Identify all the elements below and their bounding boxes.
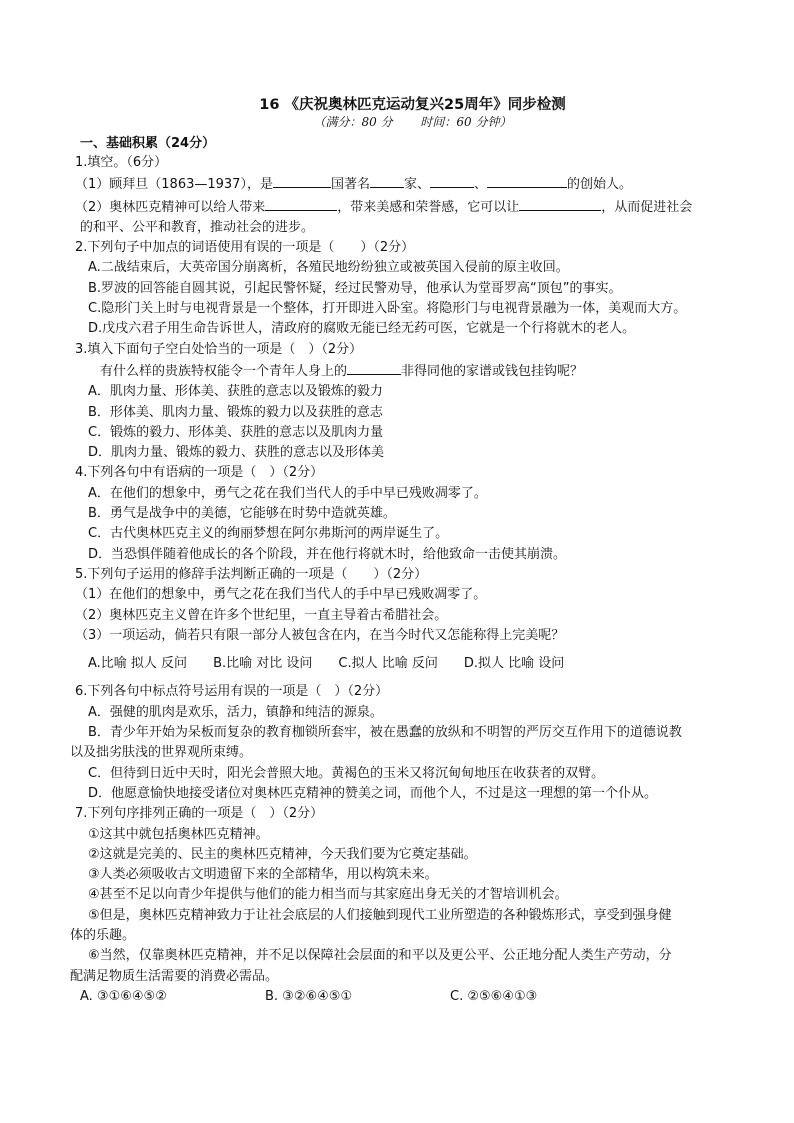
sentence-6-continued: 配满足物质生活需要的消费必需品。 — [70, 968, 279, 984]
page-subtitle — [95, 114, 730, 130]
option-a[interactable]: A．在他们的想象中，勇气之花在我们当代人的手中早已残败凋零了。 — [88, 485, 487, 501]
sentence-2: ②这就是完美的、民主的奥林匹克精神，今天我们要为它奠定基础。 — [88, 846, 477, 862]
blank[interactable] — [273, 173, 331, 188]
sentence-3: ③人类必须吸收古文明遗留下来的全部精华，用以构筑未来。 — [88, 867, 438, 883]
page-title: 16 《庆祝奥林匹克运动复兴25周年》同步检测 — [259, 97, 566, 113]
option-b[interactable]: B. ③②⑥④⑤① — [265, 988, 353, 1004]
question-6-heading: 6.下列各句中标点符号运用有误的一项是（ ）（2分） — [75, 684, 389, 700]
question-1-line-1: （1）顾拜旦（1863—1937），是 国著名 家、 、 的创始人。 — [75, 173, 730, 195]
question-5-options — [70, 654, 730, 674]
option-d[interactable]: D．肌肉力量、锻炼的毅力、获胜的意志以及形体美 — [88, 445, 385, 461]
blank[interactable] — [519, 196, 601, 211]
option-b[interactable]: B．勇气是战争中的美德，它能够在时势中造就英雄。 — [88, 506, 396, 522]
option-d[interactable]: D.拟人 比喻 设问 — [463, 656, 565, 672]
question-1-line-3: 的和平、公平和教育，推动社会的进步。 — [80, 219, 315, 235]
question-5-sentence-1: （1）在他们的想象中，勇气之花在我们当代人的手中早已残败凋零了。 — [75, 587, 487, 603]
question-5-heading: 5.下列句子运用的修辞手法判断正确的一项是（ ）（2分） — [75, 566, 428, 582]
full-score: （满分：80 分 — [313, 115, 393, 129]
question-4-heading: 4.下列各句中有语病的一项是（ ）（2分） — [75, 465, 324, 481]
question-7-options — [70, 987, 730, 1007]
option-c[interactable]: C.拟人 比喻 反问 — [338, 656, 438, 672]
sentence-5-continued: 体的乐趣。 — [70, 927, 136, 943]
sentence-4: ④甚至不足以向青少年提供与他们的能力相当而与其家庭出身无关的才智培训机会。 — [88, 887, 568, 903]
section-heading: 一、基础积累（24分） — [80, 136, 216, 151]
question-3-stem: 有什么样的贵族特权能令一个青年人身上的 非得同他的家谱或钱包挂钩呢？ — [70, 360, 730, 382]
option-b[interactable]: B．青少年开始为呆板而复杂的教育枷锁所套牢，被在愚蠢的放纵和不明智的严厉交互作用下的道德说教 — [88, 725, 682, 741]
option-c[interactable]: C.隐形门关上时与电视背景是一个整体，打开即进入卧室。将隐形门与电视背景融为一体，美观而大方。 — [88, 301, 687, 317]
blank[interactable] — [347, 360, 401, 375]
option-a[interactable]: A．强健的肌肉是欢乐，活力，镇静和纯洁的源泉。 — [88, 704, 383, 720]
question-3-heading: 3.填入下面句子空白处恰当的一项是（ ）（2分） — [75, 341, 363, 357]
option-a[interactable]: A. ③①⑥④⑤② — [80, 988, 167, 1004]
option-a[interactable]: A．肌肉力量、形体美、获胜的意志以及锻炼的毅力 — [88, 384, 383, 400]
question-5-sentence-2: （2）奥林匹克主义曾在许多个世纪里，一直主导着古希腊社会。 — [75, 607, 448, 623]
option-c[interactable]: C. ②⑤⑥④①③ — [450, 988, 538, 1004]
option-a[interactable]: A.比喻 拟人 反问 — [88, 656, 188, 672]
blank[interactable] — [370, 173, 404, 188]
blank[interactable] — [430, 173, 474, 188]
option-c[interactable]: C．锻炼的毅力、形体美、获胜的意志以及肌肉力量 — [88, 424, 384, 440]
option-d[interactable]: D．他愿意愉快地接受诸位对奥林匹克精神的赞美之词，而他个人，不过是这一理想的第一个仆从。 — [88, 785, 658, 801]
option-a[interactable]: A.二战结束后，大英帝国分崩离析，各殖民地纷纷独立或被英国入侵前的原主收回。 — [88, 260, 569, 276]
option-b-continued: 以及拙劣肤浅的世界观所束缚。 — [70, 745, 253, 761]
option-c[interactable]: C．但待到日近中天时，阳光会普照大地。黄褐色的玉米又将沉甸甸地压在收获者的双臂。 — [88, 765, 605, 781]
sentence-5: ⑤但是，奥林匹克精神致力于让社会底层的人们接触到现代工业所塑造的各种锻炼形式，享受到强身健 — [88, 907, 672, 923]
option-c[interactable]: C．古代奥林匹克主义的绚丽梦想在阿尔弗斯河的两岸诞生了。 — [88, 526, 449, 542]
option-d[interactable]: D.戊戌六君子用生命告诉世人，清政府的腐败无能已经无药可医，它就是一个行将就木的老人。 — [88, 321, 636, 337]
sentence-1: ①这其中就包括奥林匹克精神。 — [88, 826, 269, 842]
question-1-heading: 1.填空。（6分） — [75, 155, 168, 170]
option-b[interactable]: B.比喻 对比 设问 — [213, 656, 313, 672]
question-7-heading: 7.下列句序排列正确的一项是（ ）（2分） — [75, 806, 324, 822]
sentence-6: ⑥当然，仅靠奥林匹克精神，并不足以保障社会层面的和平以及更公平、公正地分配人类生产劳动，分 — [88, 948, 672, 964]
question-2-heading: 2.下列句子中加点的词语使用有误的一项是（ ）（2分） — [75, 240, 415, 256]
option-b[interactable]: B.罗波的回答能自圆其说，引起民警怀疑，经过民警劝导，他承认为堂哥罗高“顶包”的事实。 — [88, 280, 622, 296]
question-1-line-2: （2）奥林匹克精神可以给人带来 ，带来美感和荣誉感，它可以让 ，从而促进社会 — [75, 196, 730, 218]
question-5-sentence-3: （3）一项运动，倘若只有限一部分人被包含在内，在当今时代又怎能称得上完美呢？ — [75, 627, 565, 643]
worksheet-page — [70, 96, 730, 1007]
option-d[interactable]: D．当恐惧伴随着他成长的各个阶段，并在他行将就木时，给他致命一击使其崩溃。 — [88, 546, 567, 562]
blank[interactable] — [265, 196, 337, 211]
time-limit: 时间：60 分钟） — [420, 115, 512, 129]
option-b[interactable]: B．形体美、肌肉力量、锻炼的毅力以及获胜的意志 — [88, 404, 383, 420]
blank[interactable] — [487, 173, 567, 188]
